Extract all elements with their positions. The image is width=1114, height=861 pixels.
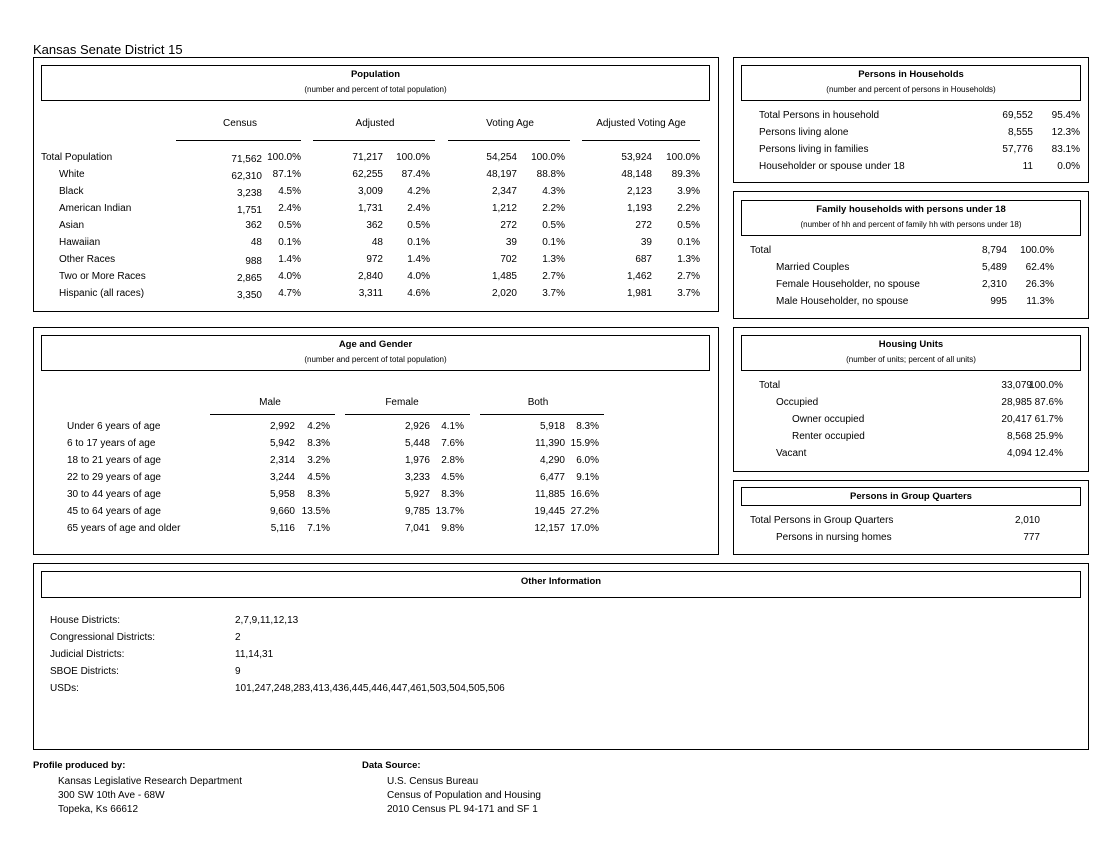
housing-percent: 12.4% <box>1034 448 1063 459</box>
age-gender-cell: 7,041 <box>404 523 430 534</box>
housing-value: 8,568 <box>1006 431 1032 442</box>
population-cell: 54,254 <box>486 152 517 163</box>
population-cell: 2,840 <box>357 271 383 282</box>
housing-value: 28,985 <box>1001 397 1032 408</box>
other-info-value: 2 <box>235 632 241 643</box>
other-info-label: Congressional Districts: <box>50 632 156 643</box>
housing-row-label: Total <box>759 380 781 391</box>
population-cell: 1.3% <box>677 254 700 265</box>
housing-subtitle: (number of units; percent of all units) <box>846 355 976 364</box>
group_quarters-value: 2,010 <box>1014 515 1040 526</box>
other-info-label: SBOE Districts: <box>50 666 119 677</box>
population-cell: 2.2% <box>542 203 565 214</box>
group_quarters-row-label: Persons in nursing homes <box>776 532 892 543</box>
age-gender-cell: 4,290 <box>539 455 565 466</box>
households-title: Persons in Households <box>858 69 964 80</box>
population-cell: 3.9% <box>677 186 700 197</box>
population-cell: 4.3% <box>542 186 565 197</box>
age-gender-cell: 2,926 <box>404 421 430 432</box>
age-gender-cell: 9,660 <box>269 506 295 517</box>
population-cell: 1,212 <box>491 203 517 214</box>
age-gender-cell: 4.1% <box>441 421 464 432</box>
age-gender-cell: 4.5% <box>441 472 464 483</box>
age-gender-cell: 3.2% <box>307 455 330 466</box>
family-percent: 26.3% <box>1025 279 1054 290</box>
family-subtitle: (number of hh and percent of family hh with persons under 18) <box>800 220 1022 229</box>
population-cell: 39 <box>505 237 517 248</box>
population-cell: 3,009 <box>357 186 383 197</box>
page-title: Kansas Senate District 15 <box>33 42 183 57</box>
population-cell: 2.7% <box>677 271 700 282</box>
households-row-label: Persons living in families <box>759 144 869 155</box>
households-value: 11 <box>1022 161 1033 172</box>
family-value: 5,489 <box>981 262 1007 273</box>
age-gender-cell: 6,477 <box>539 472 565 483</box>
age-gender-cell: 3,244 <box>269 472 295 483</box>
population-row-label: American Indian <box>59 203 132 214</box>
data-source-line: U.S. Census Bureau <box>387 776 479 787</box>
population-cell: 4.7% <box>278 288 301 299</box>
age-gender-cell: 6.0% <box>576 455 599 466</box>
population-cell: 62,255 <box>352 169 383 180</box>
population-row-label: Two or More Races <box>59 271 146 282</box>
population-row-label: Other Races <box>59 254 116 265</box>
population-column-header: Voting Age <box>486 118 534 129</box>
age-gender-cell: 19,445 <box>534 506 565 517</box>
housing-row-label: Renter occupied <box>792 431 865 442</box>
age-gender-column-header: Both <box>527 397 549 408</box>
housing-value: 20,417 <box>1001 414 1032 425</box>
produced-by-line: 300 SW 10th Ave - 68W <box>58 790 165 801</box>
group_quarters-row-label: Total Persons in Group Quarters <box>750 515 894 526</box>
age-gender-cell: 8.3% <box>307 489 330 500</box>
housing-percent: 100.0% <box>1029 380 1063 391</box>
households-percent: 83.1% <box>1051 144 1080 155</box>
age-gender-column-header: Female <box>385 397 419 408</box>
households-row-label: Householder or spouse under 18 <box>759 161 905 172</box>
group-quarters-title: Persons in Group Quarters <box>850 491 972 502</box>
produced-by-title: Profile produced by: <box>33 760 126 771</box>
population-cell: 71,562 <box>231 154 262 165</box>
population-row-label: Hawaiian <box>59 237 101 248</box>
population-row-label: Total Population <box>41 152 113 163</box>
population-cell: 3,311 <box>358 288 383 299</box>
age-gender-cell: 4.2% <box>307 421 330 432</box>
housing-percent: 25.9% <box>1034 431 1063 442</box>
population-cell: 272 <box>500 220 517 231</box>
population-cell: 1,485 <box>491 271 517 282</box>
housing-title: Housing Units <box>878 339 944 350</box>
population-cell: 3,350 <box>236 290 262 301</box>
family-row-label: Male Householder, no spouse <box>776 296 909 307</box>
population-cell: 39 <box>640 237 652 248</box>
family-row-label: Married Couples <box>776 262 850 273</box>
other-info-label: House Districts: <box>50 615 121 626</box>
population-cell: 87.4% <box>401 169 430 180</box>
age-gender-row-label: 65 years of age and older <box>67 523 181 534</box>
produced-by-line: Topeka, Ks 66612 <box>58 804 139 815</box>
other-info-label: USDs: <box>50 683 79 694</box>
population-cell: 1,462 <box>626 271 652 282</box>
population-cell: 48 <box>250 237 262 248</box>
age-gender-cell: 9.1% <box>576 472 599 483</box>
age-gender-cell: 9,785 <box>404 506 430 517</box>
other-info-value: 9 <box>235 666 241 677</box>
population-cell: 48,197 <box>486 169 517 180</box>
population-cell: 362 <box>245 220 262 231</box>
population-cell: 1,751 <box>236 205 262 216</box>
population-cell: 2,020 <box>491 288 517 299</box>
population-cell: 0.1% <box>407 237 430 248</box>
other-info-value: 2,7,9,11,12,13 <box>235 615 299 626</box>
produced-by-line: Kansas Legislative Research Department <box>58 776 242 787</box>
housing-row-label: Owner occupied <box>792 414 865 425</box>
population-cell: 3.7% <box>542 288 565 299</box>
population-cell: 100.0% <box>396 152 430 163</box>
population-cell: 1.4% <box>278 254 301 265</box>
age-gender-cell: 2,992 <box>269 421 295 432</box>
age-gender-cell: 12,157 <box>534 523 565 534</box>
population-cell: 1.3% <box>542 254 565 265</box>
housing-header <box>741 335 1081 371</box>
age-gender-subtitle: (number and percent of total population) <box>304 355 447 364</box>
housing-percent: 87.6% <box>1034 397 1063 408</box>
age-gender-cell: 13.7% <box>435 506 464 517</box>
age-gender-cell: 7.6% <box>441 438 464 449</box>
population-cell: 0.5% <box>542 220 565 231</box>
age-gender-cell: 8.3% <box>441 489 464 500</box>
population-cell: 362 <box>366 220 383 231</box>
households-percent: 0.0% <box>1057 161 1080 172</box>
age-gender-cell: 8.3% <box>307 438 330 449</box>
housing-percent: 61.7% <box>1034 414 1063 425</box>
population-row-label: White <box>59 169 85 180</box>
population-cell: 4.0% <box>278 271 301 282</box>
age-gender-cell: 5,958 <box>269 489 295 500</box>
population-cell: 71,217 <box>352 152 383 163</box>
population-cell: 972 <box>366 254 383 265</box>
population-cell: 1.4% <box>407 254 430 265</box>
data-source-line: 2010 Census PL 94-171 and SF 1 <box>387 804 538 815</box>
age-gender-cell: 5,942 <box>269 438 295 449</box>
population-cell: 4.2% <box>407 186 430 197</box>
population-cell: 89.3% <box>671 169 700 180</box>
age-gender-cell: 17.0% <box>570 523 599 534</box>
population-cell: 62,310 <box>231 171 262 182</box>
age-gender-cell: 16.6% <box>570 489 599 500</box>
age-gender-cell: 5,116 <box>270 523 295 534</box>
population-cell: 2.4% <box>407 203 430 214</box>
population-cell: 4.5% <box>278 186 301 197</box>
age-gender-cell: 4.5% <box>307 472 330 483</box>
households-value: 69,552 <box>1002 110 1033 121</box>
column-underline <box>313 140 435 141</box>
population-cell: 4.0% <box>407 271 430 282</box>
group-quarters-header <box>741 487 1081 506</box>
family-value: 8,794 <box>981 245 1007 256</box>
households-percent: 12.3% <box>1051 127 1080 138</box>
age-gender-cell: 9.8% <box>441 523 464 534</box>
population-column-header: Adjusted <box>355 118 395 129</box>
age-gender-row-label: Under 6 years of age <box>67 421 161 432</box>
population-subtitle: (number and percent of total population) <box>304 85 447 94</box>
population-cell: 988 <box>245 256 262 267</box>
housing-row-label: Occupied <box>776 397 819 408</box>
age-gender-cell: 27.2% <box>570 506 599 517</box>
column-underline <box>582 140 700 141</box>
population-cell: 0.1% <box>542 237 565 248</box>
population-row-label: Black <box>59 186 84 197</box>
group_quarters-value: 777 <box>1023 532 1040 543</box>
population-cell: 2.7% <box>542 271 565 282</box>
family-percent: 11.3% <box>1026 296 1054 307</box>
other-info-value: 11,14,31 <box>235 649 274 660</box>
age-gender-title: Age and Gender <box>338 339 413 350</box>
housing-row-label: Vacant <box>776 448 807 459</box>
population-row-label: Asian <box>59 220 85 231</box>
age-gender-cell: 3,233 <box>404 472 430 483</box>
population-cell: 2.2% <box>677 203 700 214</box>
family-row-label: Female Householder, no spouse <box>776 279 920 290</box>
population-cell: 1,731 <box>357 203 383 214</box>
age-gender-cell: 13.5% <box>301 506 330 517</box>
households-value: 57,776 <box>1002 144 1033 155</box>
column-underline <box>448 140 570 141</box>
households-value: 8,555 <box>1007 127 1033 138</box>
population-cell: 702 <box>500 254 517 265</box>
population-cell: 2.4% <box>278 203 301 214</box>
households-subtitle: (number and percent of persons in Households) <box>826 85 996 94</box>
age-gender-row-label: 18 to 21 years of age <box>67 455 161 466</box>
population-cell: 2,123 <box>626 186 652 197</box>
column-underline <box>480 414 604 415</box>
population-column-header: Adjusted Voting Age <box>596 118 686 129</box>
age-gender-cell: 7.1% <box>307 523 330 534</box>
age-gender-cell: 15.9% <box>570 438 599 449</box>
housing-value: 33,079 <box>1001 380 1032 391</box>
population-cell: 2,865 <box>236 273 262 284</box>
population-cell: 2,347 <box>491 186 517 197</box>
population-cell: 0.5% <box>407 220 430 231</box>
age-gender-row-label: 6 to 17 years of age <box>67 438 156 449</box>
households-row-label: Total Persons in household <box>759 110 880 121</box>
households-percent: 95.4% <box>1051 110 1080 121</box>
age-gender-row-label: 45 to 64 years of age <box>67 506 161 517</box>
population-row-label: Hispanic (all races) <box>59 288 145 299</box>
age-gender-cell: 11,390 <box>535 438 565 449</box>
age-gender-cell: 1,976 <box>404 455 430 466</box>
population-cell: 3,238 <box>236 188 262 199</box>
other-info-label: Judicial Districts: <box>50 649 125 660</box>
age-gender-column-header: Male <box>259 397 281 408</box>
population-header <box>41 65 710 101</box>
age-gender-cell: 11,885 <box>535 489 565 500</box>
family-header <box>741 200 1081 236</box>
column-underline <box>210 414 335 415</box>
population-cell: 4.6% <box>407 288 430 299</box>
family-value: 2,310 <box>981 279 1007 290</box>
age-gender-header <box>41 335 710 371</box>
family-row-label: Total <box>750 245 772 256</box>
column-underline <box>345 414 470 415</box>
population-cell: 0.1% <box>677 237 700 248</box>
households-row-label: Persons living alone <box>759 127 849 138</box>
population-cell: 272 <box>635 220 652 231</box>
population-cell: 88.8% <box>536 169 565 180</box>
age-gender-cell: 5,448 <box>404 438 430 449</box>
population-cell: 100.0% <box>666 152 700 163</box>
population-cell: 48 <box>371 237 383 248</box>
column-underline <box>176 140 301 141</box>
population-cell: 100.0% <box>531 152 565 163</box>
data-source-line: Census of Population and Housing <box>387 790 541 801</box>
population-cell: 0.5% <box>677 220 700 231</box>
population-cell: 1,193 <box>626 203 652 214</box>
family-title: Family households with persons under 18 <box>816 204 1006 215</box>
other-info-value: 101,247,248,283,413,436,445,446,447,461,503,504,505,506 <box>235 683 505 694</box>
data-source-title: Data Source: <box>362 760 421 771</box>
family-value: 995 <box>990 296 1007 307</box>
population-cell: 0.5% <box>278 220 301 231</box>
population-title: Population <box>350 69 401 80</box>
population-cell: 48,148 <box>621 169 652 180</box>
age-gender-row-label: 22 to 29 years of age <box>67 472 161 483</box>
population-cell: 687 <box>635 254 652 265</box>
age-gender-cell: 2.8% <box>441 455 464 466</box>
population-cell: 3.7% <box>677 288 700 299</box>
population-cell: 87.1% <box>272 169 301 180</box>
population-column-header: Census <box>223 118 257 129</box>
age-gender-row-label: 30 to 44 years of age <box>67 489 161 500</box>
housing-value: 4,094 <box>1006 448 1032 459</box>
other-info-header <box>41 571 1081 598</box>
population-cell: 0.1% <box>278 237 301 248</box>
age-gender-cell: 2,314 <box>269 455 295 466</box>
households-header <box>741 65 1081 101</box>
age-gender-cell: 5,927 <box>404 489 430 500</box>
family-percent: 100.0% <box>1020 245 1054 256</box>
family-percent: 62.4% <box>1025 262 1054 273</box>
age-gender-cell: 5,918 <box>539 421 565 432</box>
age-gender-cell: 8.3% <box>576 421 599 432</box>
other-info-title: Other Information <box>520 576 602 587</box>
population-cell: 100.0% <box>267 152 301 163</box>
population-cell: 1,981 <box>626 288 652 299</box>
population-cell: 53,924 <box>621 152 652 163</box>
